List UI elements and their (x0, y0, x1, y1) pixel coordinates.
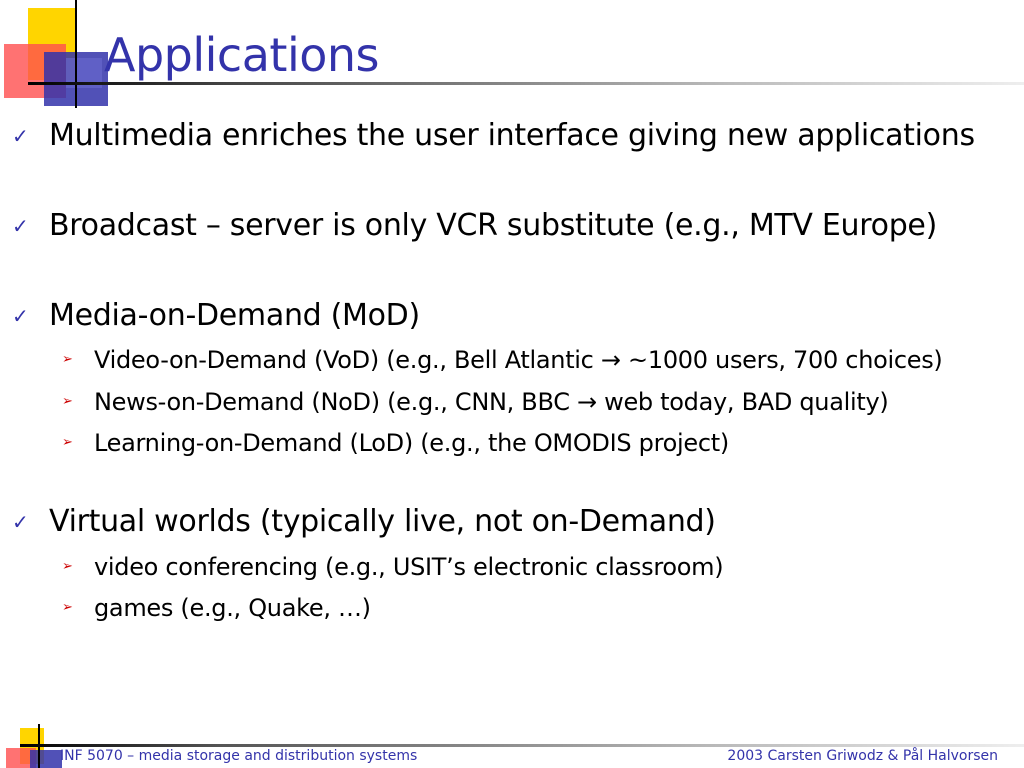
checkmark-icon: ✓ (12, 304, 29, 328)
sub-bullet-text: games (e.g., Quake, …) (94, 594, 371, 622)
checkmark-icon: ✓ (12, 510, 29, 534)
vertical-line (75, 0, 77, 108)
bullet-text: Multimedia enriches the user interface giving new applications (49, 118, 975, 153)
sub-bullet-text: News-on-Demand (NoD) (e.g., CNN, BBC → web today, BAD quality) (94, 388, 889, 416)
sub-bullet-text: Video-on-Demand (VoD) (e.g., Bell Atlantic → ~1000 users, 700 choices) (94, 346, 943, 374)
footer-rule (20, 744, 1024, 747)
slide-title: Applications (104, 28, 379, 82)
arrow-bullet-icon: ➢ (62, 435, 73, 450)
bullet-text: Virtual worlds (typically live, not on-Demand) (49, 504, 716, 539)
blue-square (30, 750, 62, 768)
bullet-text: Broadcast – server is only VCR substitute (e.g., MTV Europe) (49, 208, 937, 243)
sub-bullet-text: video conferencing (e.g., USIT’s electronic classroom) (94, 553, 724, 581)
checkmark-icon: ✓ (12, 124, 29, 148)
arrow-bullet-icon: ➢ (62, 352, 73, 367)
checkmark-icon: ✓ (12, 214, 29, 238)
arrow-bullet-icon: ➢ (62, 394, 73, 409)
footer-authors: 2003 Carsten Griwodz & Pål Halvorsen (727, 748, 998, 764)
footer-course-title: INF 5070 – media storage and distribution systems (60, 748, 418, 764)
bullet-text: Media-on-Demand (MoD) (49, 298, 420, 333)
arrow-bullet-icon: ➢ (62, 559, 73, 574)
sub-bullet-text: Learning-on-Demand (LoD) (e.g., the OMODIS project) (94, 429, 729, 457)
title-rule (28, 82, 1024, 85)
arrow-bullet-icon: ➢ (62, 600, 73, 615)
corner-decoration (0, 0, 110, 110)
